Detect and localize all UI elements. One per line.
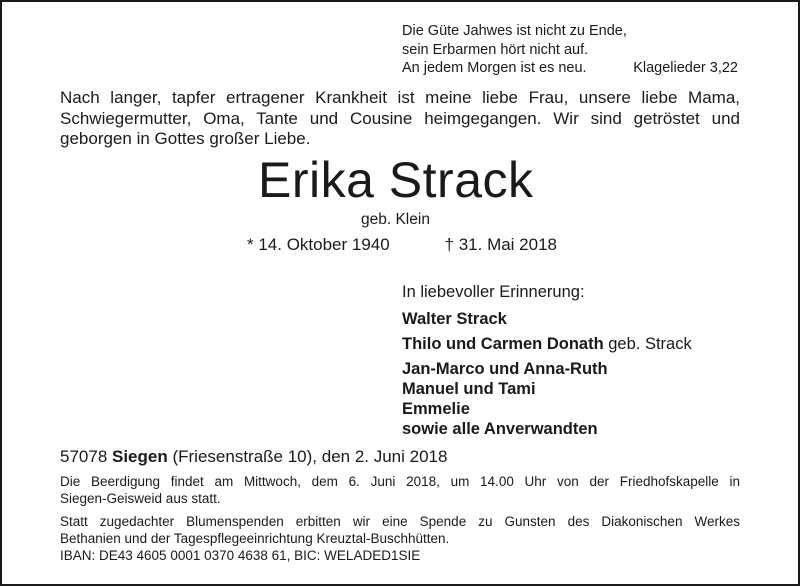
intro-line: Nach langer, tapfer ertragener Krankheit ist meine liebe Frau, unsere liebe Mama, bbox=[60, 88, 740, 107]
birth-name: geb. Klein bbox=[361, 211, 430, 228]
intro-text bbox=[60, 88, 740, 150]
city: Siegen bbox=[112, 447, 168, 466]
funeral-line: Siegen-Geisweid aus statt. bbox=[60, 491, 221, 506]
donation-line: Bethanien und der Tagespflegeeinrichtung Kreuztal-Buschhütten. bbox=[60, 531, 450, 546]
mourner: Emmelie bbox=[402, 400, 470, 418]
verse-line: sein Erbarmen hört nicht auf. bbox=[402, 41, 589, 58]
funeral-line: Die Beerdigung findet am Mittwoch, dem 6. Juni 2018, um 14.00 Uhr von der Friedhofskapelle in bbox=[60, 474, 740, 489]
mourners-list bbox=[402, 282, 692, 439]
deceased-name: Erika Strack bbox=[258, 152, 534, 208]
intro-line: geborgen in Gottes großer Liebe. bbox=[60, 129, 311, 148]
mourner: Walter Strack bbox=[402, 310, 507, 328]
mourner: Manuel und Tami bbox=[402, 380, 536, 398]
mourners-heading: In liebevoller Erinnerung: bbox=[402, 283, 585, 301]
mourner: Thilo und Carmen Donath geb. Strack bbox=[402, 335, 692, 353]
mourner: Jan-Marco und Anna-Ruth bbox=[402, 360, 608, 378]
place-and-date: 57078 Siegen (Friesenstraße 10), den 2. Juni 2018 bbox=[60, 447, 448, 466]
donation-info bbox=[60, 513, 740, 564]
verse-line: An jedem Morgen ist es neu. bbox=[402, 60, 587, 76]
funeral-info bbox=[60, 473, 740, 507]
bank-details: IBAN: DE43 4605 0001 0370 4638 61, BIC: WELADED1SIE bbox=[60, 548, 421, 563]
mourner: sowie alle Anverwandten bbox=[402, 420, 598, 438]
bible-verse bbox=[402, 22, 738, 78]
verse-line: Die Güte Jahwes ist nicht zu Ende, bbox=[402, 23, 627, 39]
donation-line: Statt zugedachter Blumenspenden erbitten wir eine Spende zu Gunsten des Diakonischen Werkes bbox=[60, 514, 740, 529]
life-dates bbox=[247, 235, 557, 255]
intro-line: Schwiegermutter, Oma, Tante und Cousine heimgegangen. Wir sind getröstet und bbox=[60, 108, 740, 128]
verse-line-with-source bbox=[402, 59, 738, 78]
birth-date: * 14. Oktober 1940 bbox=[247, 235, 390, 254]
death-date: † 31. Mai 2018 bbox=[444, 235, 557, 254]
verse-source: Klagelieder 3,22 bbox=[633, 60, 738, 76]
